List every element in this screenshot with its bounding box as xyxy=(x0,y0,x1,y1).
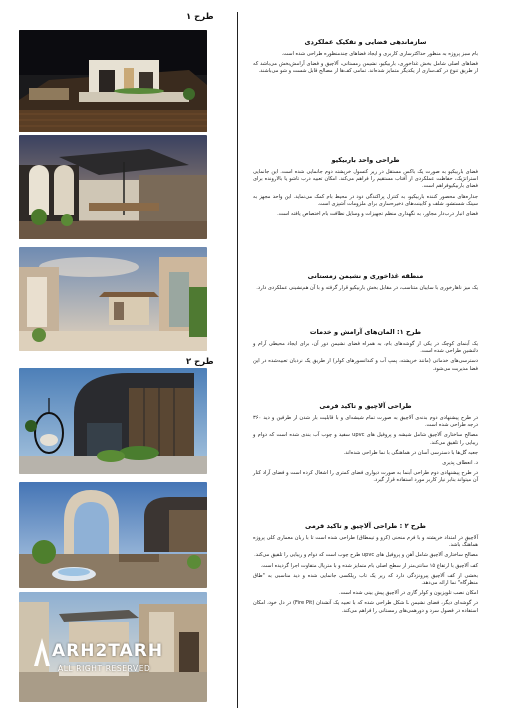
section-design-2-gazebo xyxy=(253,522,478,618)
watermark-logo-mark xyxy=(34,638,50,666)
paragraph: فضاهای اصلی شامل بخش غذاخوری، باربیکیو، نشیمن زمستانی، آلاچیق و فضای آرامش‌بخش می‌باشد که از طریق تنوع در کف‌سازی از یکدیگر متمایز شده‌اند. تمامی کف‌ها از مصالح قابل شست و شو می‌باشند. xyxy=(253,61,478,75)
paragraph: فضای انبار درب‌دار مجاور، به نگهداری منظم تجهیزات و وسایل نظافت بام اختصاص یافته است. xyxy=(277,211,478,218)
render-dining-umbrella xyxy=(19,135,207,239)
section-barbecue xyxy=(253,156,478,221)
paragraph: یک آبنمای کوچک در یکی از گوشه‌های بام، به همراه فضای نشیمن دور آن، برای ایجاد محیطی آرام و دلنشین طراحی شده است. xyxy=(253,341,478,355)
render-rooftop-night xyxy=(19,30,207,132)
paragraph: دسترسی‌های خدماتی (مانند خرپشته، پمپ آب و کندانسورهای کولر) از طریق یک نردبان تعبیه‌شده در این فضا مدیریت می‌شود. xyxy=(253,358,478,372)
paragraph: امکان نصب تلویزیون و کولر گازی در آلاچیق پیش بینی شده است. xyxy=(338,590,478,597)
section-title: طرح ۱: المان‌های آرامش و خدمات xyxy=(309,328,422,336)
render-arch-fountain xyxy=(19,482,207,588)
paragraph: کف آلاچیق با ارتفاع ۱۵ سانتی‌متر از سطح اصلی بام متمایز شده و با متریال متفاوت اجرا گردیده است. xyxy=(260,562,478,569)
design-2-label: طرح ۲ xyxy=(186,357,214,367)
section-dining xyxy=(253,272,478,295)
section-title: طرح ۲ : طراحی آلاچیق و تاکید فرمی xyxy=(305,522,426,530)
render-curved-gazebo xyxy=(19,368,207,474)
paragraph: در طرح پیشنهادی دوم بدنه‌ی آلاچیق به صورت تمام شیشه‌ای و با قابلیت باز شدن از طرفین و دید ۳۶۰ درجه طراحی شده است. xyxy=(253,415,478,429)
paragraph: بام سبز پروژه به منظور حداکثرسازی کاربری و ایجاد فضاهای چندمنظوره طراحی شده است. xyxy=(281,51,478,57)
section-title: طراحی آلاچیق و تاکید فرمی xyxy=(319,402,412,410)
paragraph: جعبه گل‌ها با دسترسی آسان در هماهنگی با نما طراحی شده‌اند. xyxy=(343,449,478,456)
watermark-subtitle: ALL RIGHT RESERVED xyxy=(58,664,151,673)
column-divider xyxy=(237,12,238,708)
paragraph: جداره‌های محصور کننده باربیکیو، به کنترل پراکندگی دود در محیط بام کمک می‌نماید. این واحد مجهز به سینک شستشو، شلف و کابینت‌های ذخیره‌سازی برای ملزومات آشپزی است. xyxy=(253,193,478,207)
paragraph: در طرح پیشنهادی دوم طراحی آبنما به صورت دیواری فضای کمتری را اشغال کرده است و فضای آزاد کنار آن میتواند بنابر نیاز کاربر مورد استفاده قرار گیرد. xyxy=(253,470,478,484)
watermark xyxy=(30,634,190,694)
section-title: سازماندهی فضایی و تفکیک عملکردی xyxy=(304,38,427,46)
section-title: منطقه غذاخوری و نشیمن زمستانی xyxy=(307,272,424,280)
section-spatial-organization xyxy=(253,38,478,79)
paragraph: مصالح ساختاری آلاچیق شامل شیشه و پروفیل های upvc سفید و چوب آب بندی شده است که دوام و زیبایی را تلفیق می‌کند. xyxy=(253,432,478,446)
section-gazebo-design xyxy=(253,402,478,488)
paragraph: د. انعطاف پذیری xyxy=(442,460,478,467)
design-1-label: طرح ۱ xyxy=(186,12,214,22)
paragraph: در گوشه‌ای دیگر، فضای نشیمن L شکل طراحی شده که با تعبیه یک آتشدان (Fire Pit) در دل خود، امکان استفاده در فصول سرد و دورهمی‌های زمستانی را فراهم می‌کند. xyxy=(253,600,478,614)
watermark-brand: ARH2TARH xyxy=(52,641,164,661)
paragraph: مصالح ساختاری آلاچیق شامل آهن و پروفیل های upvc طرح چوب است که دوام و زیبایی را تلفیق می‌کند. xyxy=(254,552,478,559)
section-title: طراحی واحد باربیکیو xyxy=(331,156,400,164)
paragraph: آلاچیق در امتداد خرپشته و با فرم منحنی (کرو و تیمطاق) طراحی شده است تا با زبان معماری کلی پروژه هماهنگ باشد. xyxy=(253,535,478,549)
paragraph: بخشی از کف آلاچیق پیرونزدگی دارد که زیر یک تاب ریلکسی جانمایی شده و دید مناسبی به "طاق منظرگاه" نما ارائه می‌دهد. xyxy=(253,572,478,587)
paragraph: فضای باربیکیو به صورت یک باکس مستقل در زیر کنسول خرپشته دوم جانمایی شده است. این جانمایی استراتژیک، حفاظت عملکردی از آفتاب مستقیم را فراهم می‌کند. امکان تعبیه درب تاشو یا بالارونده برای فضای باربیکیوفراهم است. xyxy=(253,169,478,190)
render-pergola-day xyxy=(19,247,207,351)
paragraph: یک میز ناهارخوری با سایبان متناسب، در مقابل بخش باربیکیو قرار گرفته و با آن هم‌نشینی عملکردی دارد. xyxy=(256,285,478,291)
section-relaxation-elements xyxy=(253,328,478,376)
